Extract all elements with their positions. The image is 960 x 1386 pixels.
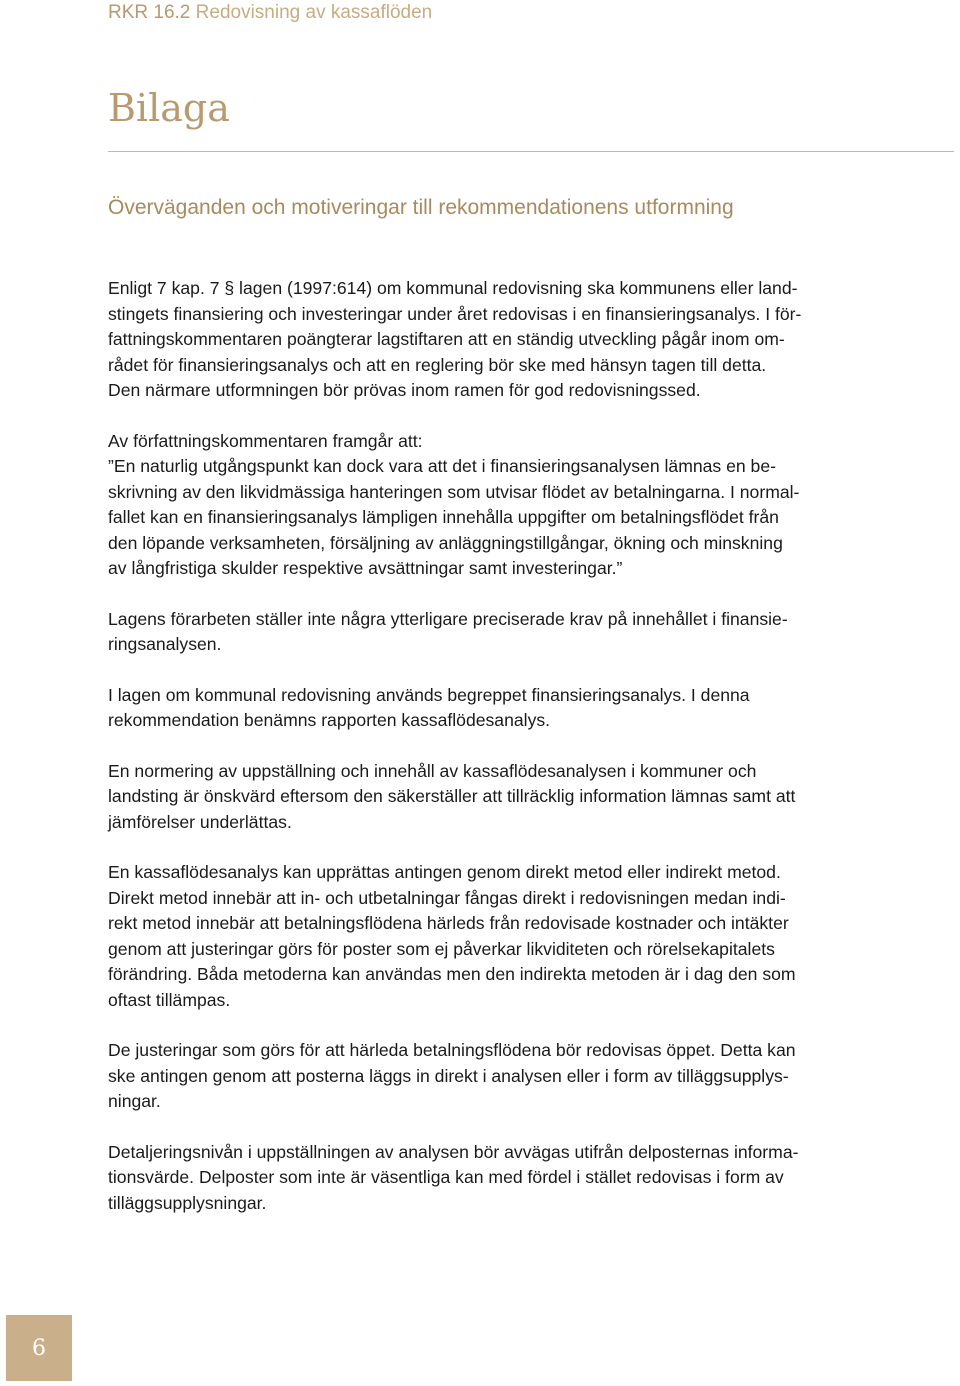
text-line: De justeringar som görs för att härleda betalningsflödena bör redovisas öppet. Detta kan [108, 1040, 796, 1060]
text-line: Av författningskommentaren framgår att: [108, 430, 423, 451]
running-header [108, 2, 432, 24]
text-line: förändring. Båda metoderna kan användas men den indirekta metoden är i dag den som [108, 964, 796, 984]
text-line: rådet för finansieringsanalys och att en reglering bör ske med hänsyn tagen till detta. [108, 354, 767, 375]
text-line: En normering av uppställning och innehåll av kassaflödesanalysen i kommuner och [108, 760, 757, 781]
text-line: ske antingen genom att posterna läggs in direkt i analysen eller i form av tilläggsupplys- [108, 1065, 789, 1086]
paragraph [108, 860, 956, 1013]
text-line: I lagen om kommunal redovisning används begreppet finansieringsanalys. I denna [108, 684, 750, 705]
text-line: oftast tillämpas. [108, 989, 231, 1010]
paragraph [108, 759, 956, 836]
text-line: fattningskommentaren poängterar lagstiftaren att en ständig utveckling pågår inom om- [108, 329, 785, 349]
text-line: Lagens förarbeten ställer inte några ytterligare preciserade krav på innehållet i finansie- [108, 608, 788, 629]
text-line: Den närmare utformningen bör prövas inom ramen för god redovisningssed. [108, 380, 701, 400]
text-line: Direkt metod innebär att in- och utbetalningar fångas direkt i redovisningen medan indi- [108, 887, 786, 908]
text-line: rekommendation benämns rapporten kassaflödesanalys. [108, 710, 551, 730]
text-line: av långfristiga skulder respektive avsättningar samt investeringar.” [108, 558, 623, 578]
text-line: En kassaflödesanalys kan upprättas antingen genom direkt metod eller indirekt metod. [108, 862, 781, 882]
paragraph [108, 276, 956, 404]
text-line: tionsvärde. Delposter som inte är väsentliga kan med fördel i stället redovisas i form av [108, 1167, 784, 1187]
page-title: Bilaga [108, 86, 230, 130]
document-series: RKR 16.2 [108, 2, 191, 23]
page-number: 6 [32, 1335, 46, 1361]
text-line: rekt metod innebär att betalningsflödena härleds från redovisade kostnader och intäkter [108, 913, 789, 933]
section-subtitle: Överväganden och motiveringar till rekommendationens utformning [108, 196, 734, 219]
page-number-badge [6, 1315, 72, 1381]
text-line: ”En naturlig utgångspunkt kan dock vara att det i finansieringsanalysen lämnas en be- [108, 456, 776, 476]
text-line: skrivning av den likvidmässiga hanteringen som utvisar flödet av betalningarna. I normal- [108, 481, 800, 502]
text-line: Detaljeringsnivån i uppställningen av analysen bör avvägas utifrån delposternas informa- [108, 1141, 799, 1162]
text-line: ringsanalysen. [108, 634, 222, 654]
text-line: Enligt 7 kap. 7 § lagen (1997:614) om kommunal redovisning ska kommunens eller land- [108, 278, 798, 298]
paragraph [108, 683, 956, 734]
paragraph [108, 1140, 956, 1217]
text-line: landsting är önskvärd eftersom den säkerställer att tillräcklig information lämnas samt att [108, 786, 796, 806]
text-line: den löpande verksamheten, försäljning av anläggningstillgångar, ökning och minskning [108, 532, 783, 553]
heading-divider [108, 151, 954, 152]
text-line: genom att justeringar görs för poster som ej påverkar likviditeten och rörelsekapitalets [108, 938, 775, 959]
body-text [108, 276, 956, 1241]
paragraph [108, 429, 956, 582]
text-line: stingets finansiering och investeringar under året redovisas i en finansieringsanalys. I för- [108, 303, 802, 324]
section-title: Redovisning av kassaflöden [195, 2, 433, 23]
text-line: fallet kan en finansieringsanalys lämpligen innehålla uppgifter om betalningsflödet från [108, 507, 779, 527]
paragraph [108, 1038, 956, 1115]
paragraph [108, 607, 956, 658]
text-line: jämförelser underlättas. [108, 811, 292, 832]
text-line: tilläggsupplysningar. [108, 1192, 267, 1213]
text-line: ningar. [108, 1091, 161, 1111]
